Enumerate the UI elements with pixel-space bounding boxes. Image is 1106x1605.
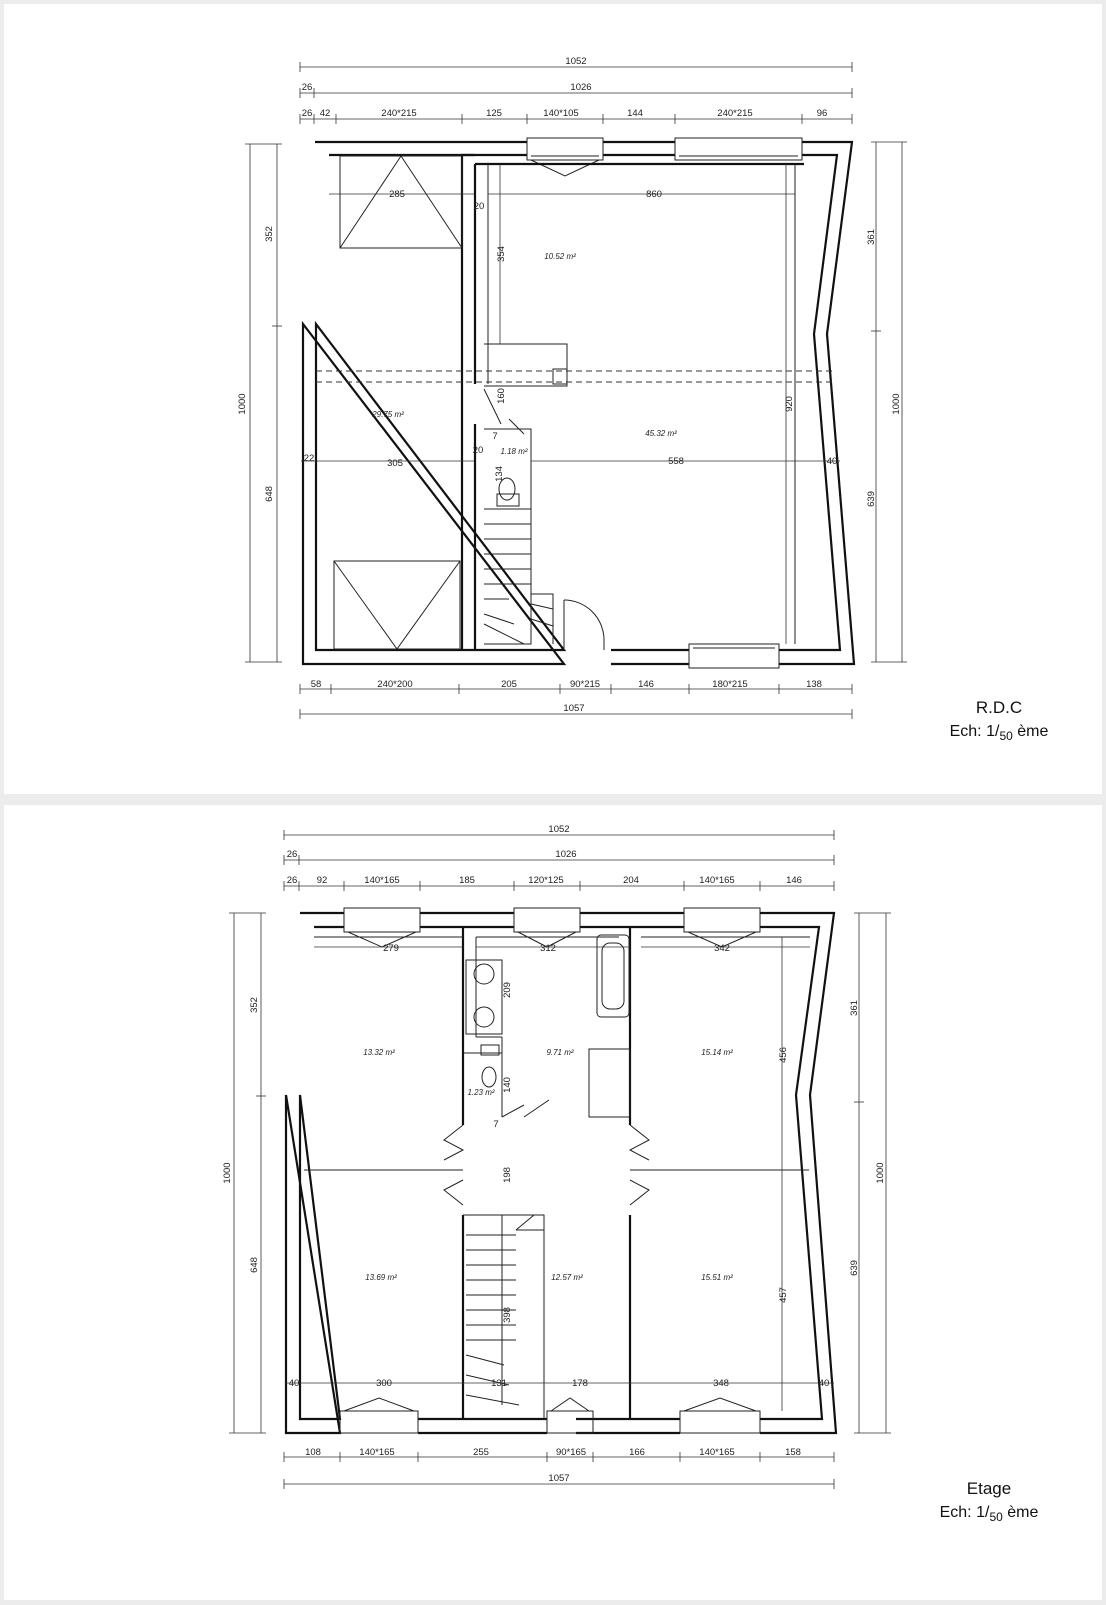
room-area: 13.69 m²: [365, 1273, 397, 1282]
dim-inner: 160: [496, 388, 507, 404]
dim-inner: 40: [826, 456, 838, 467]
dim-inner: 20: [472, 445, 484, 456]
dim-inner: 131: [491, 1378, 507, 1389]
scale-suffix: ème: [1012, 723, 1049, 740]
dim-bottom-seg: 90*215: [569, 679, 601, 690]
dim-top-seg: 140*105: [543, 108, 579, 119]
dim-inner: 20: [473, 201, 485, 212]
dim-inner: 7: [493, 1119, 499, 1130]
top-dimensions: [300, 56, 852, 124]
room-area: 12.57 m²: [551, 1273, 583, 1282]
scale-prefix: Ech:: [949, 723, 987, 740]
right-dimensions: [849, 913, 891, 1433]
dim-top-seg: 92: [316, 875, 328, 886]
dim-top-inner: 1026: [555, 849, 577, 860]
dim-bottom-seg: 158: [785, 1447, 801, 1458]
dim-top-seg: 146: [786, 875, 802, 886]
interior-dimensions: [286, 937, 834, 1411]
dim-bottom-seg: 146: [638, 679, 654, 690]
dim-top-seg: 125: [486, 108, 502, 119]
dim-inner: 198: [502, 1167, 513, 1183]
dim-inner: 22: [303, 453, 315, 464]
double-sink-icon: [466, 960, 502, 1034]
dim-left-a: 352: [264, 226, 275, 242]
dim-top-seg: 140*165: [699, 875, 735, 886]
dim-right-b: 639: [849, 1260, 860, 1276]
dim-bottom-seg: 205: [501, 679, 517, 690]
dim-inner: 457: [778, 1287, 789, 1303]
dim-bottom-seg: 166: [629, 1447, 645, 1458]
room-area: 9.71 m²: [546, 1048, 574, 1057]
dim-inner: 279: [383, 943, 399, 954]
windows-bottom: [340, 1398, 760, 1433]
dim-bottom-seg: 240*200: [377, 679, 413, 690]
dim-left-total: 1000: [222, 1162, 233, 1184]
dim-left-b: 648: [249, 1257, 260, 1273]
room-area: 13.32 m²: [363, 1048, 395, 1057]
bathroom-fixtures: [466, 935, 629, 1087]
dim-inner: 398: [502, 1307, 513, 1323]
plan-scale: Ech: $1/_{50}$ ème: [939, 1504, 1039, 1525]
left-dimensions: [222, 913, 266, 1433]
dim-inner: 300: [376, 1378, 392, 1389]
dim-top-wall: 26: [286, 849, 298, 860]
ground-floor-sheet: [4, 4, 1102, 794]
room-area: 45.32 m²: [645, 429, 677, 438]
dim-bottom-seg: 140*165: [359, 1447, 395, 1458]
dim-top-seg: 26: [301, 108, 313, 119]
scale-den: 50: [989, 1510, 1003, 1525]
dim-top-seg: 96: [816, 108, 828, 119]
dim-left-total: 1000: [237, 393, 248, 415]
exterior-walls: [303, 142, 854, 664]
dim-right-a: 361: [849, 1000, 860, 1016]
windows-bottom: [689, 644, 779, 668]
dim-top-seg: 120*125: [528, 875, 564, 886]
toilet-icon: [482, 1067, 496, 1087]
ground-floor-caption: [934, 696, 1064, 748]
exterior-walls: [286, 913, 836, 1433]
room-area: 10.52 m²: [544, 252, 576, 261]
dim-left-b: 648: [264, 486, 275, 502]
dim-bottom-seg: 180*215: [712, 679, 748, 690]
right-dimensions: [866, 142, 907, 662]
dim-bottom-total: 1057: [563, 703, 585, 714]
doors: [484, 389, 604, 650]
dim-right-a: 361: [866, 229, 877, 245]
dim-inner: 558: [668, 456, 684, 467]
dim-bottom-seg: 58: [310, 679, 322, 690]
dim-top-wall: 26: [301, 82, 313, 93]
interior-dimensions: [301, 164, 840, 644]
room-area: 1.23 m²: [467, 1088, 495, 1097]
scale-den: 50: [999, 729, 1013, 744]
interior-walls: [304, 927, 810, 1419]
dim-top-seg: 140*165: [364, 875, 400, 886]
windows-top: [527, 138, 802, 176]
room-area: 1.18 m²: [500, 447, 528, 456]
bottom-dimensions: [284, 1447, 834, 1489]
dim-inner: 312: [540, 943, 556, 954]
dim-bottom-total: 1057: [548, 1473, 570, 1484]
dim-inner: 140: [502, 1077, 513, 1093]
dim-left-a: 352: [249, 997, 260, 1013]
scale-num: 1: [976, 1504, 985, 1521]
dim-top-seg: 240*215: [717, 108, 753, 119]
dim-top-seg: 204: [623, 875, 639, 886]
top-dimensions: [284, 824, 834, 891]
upper-floor-caption: [924, 1477, 1054, 1529]
dim-top-seg: 185: [459, 875, 475, 886]
dim-top-seg: 144: [627, 108, 643, 119]
scale-prefix: Ech:: [939, 1504, 977, 1521]
dim-inner: 7: [492, 431, 498, 442]
ground-floor-plan: [4, 4, 1102, 794]
dim-inner: 40: [288, 1378, 300, 1389]
dim-top-seg: 42: [319, 108, 331, 119]
dim-inner: 285: [389, 189, 405, 200]
dim-inner: 860: [646, 189, 662, 200]
scale-suffix: ème: [1002, 1504, 1039, 1521]
left-dimensions: [237, 144, 282, 662]
dim-inner: 920: [784, 396, 795, 412]
dim-inner: 342: [714, 943, 730, 954]
dim-inner: 209: [502, 982, 513, 998]
bottom-dimensions: [300, 679, 852, 719]
dim-top-total: 1052: [565, 56, 587, 67]
dim-right-total: 1000: [891, 393, 902, 415]
fixed-openings: [334, 156, 462, 649]
dim-inner: 305: [387, 458, 403, 469]
dim-inner: 40: [818, 1378, 830, 1389]
dim-bottom-seg: 108: [305, 1447, 321, 1458]
dim-top-total: 1052: [548, 824, 570, 835]
dim-top-seg: 26: [286, 875, 298, 886]
plan-title: Etage: [966, 1479, 1012, 1498]
interior-walls: [462, 155, 804, 650]
dim-top-inner: 1026: [570, 82, 592, 93]
dim-right-total: 1000: [875, 1162, 886, 1184]
plan-scale: Ech: $1/_{50}$ ème: [949, 723, 1049, 744]
dim-inner: 134: [494, 466, 505, 482]
windows-top: [344, 908, 760, 947]
dim-bottom-seg: 90*165: [555, 1447, 587, 1458]
dim-top-seg: 240*215: [381, 108, 417, 119]
dim-right-b: 639: [866, 491, 877, 507]
room-area: 15.14 m²: [701, 1048, 733, 1057]
dim-inner: 178: [572, 1378, 588, 1389]
dim-bottom-seg: 255: [473, 1447, 489, 1458]
scale-num: 1: [986, 723, 995, 740]
room-area: 15.51 m²: [701, 1273, 733, 1282]
dim-inner: 348: [713, 1378, 729, 1389]
dim-inner: 354: [496, 246, 507, 262]
dim-bottom-seg: 140*165: [699, 1447, 735, 1458]
room-area: 29.75 m²: [372, 410, 404, 419]
upper-floor-sheet: [4, 805, 1102, 1600]
plan-title: R.D.C: [975, 698, 1023, 717]
dim-bottom-seg: 138: [806, 679, 822, 690]
dim-inner: 456: [778, 1047, 789, 1063]
